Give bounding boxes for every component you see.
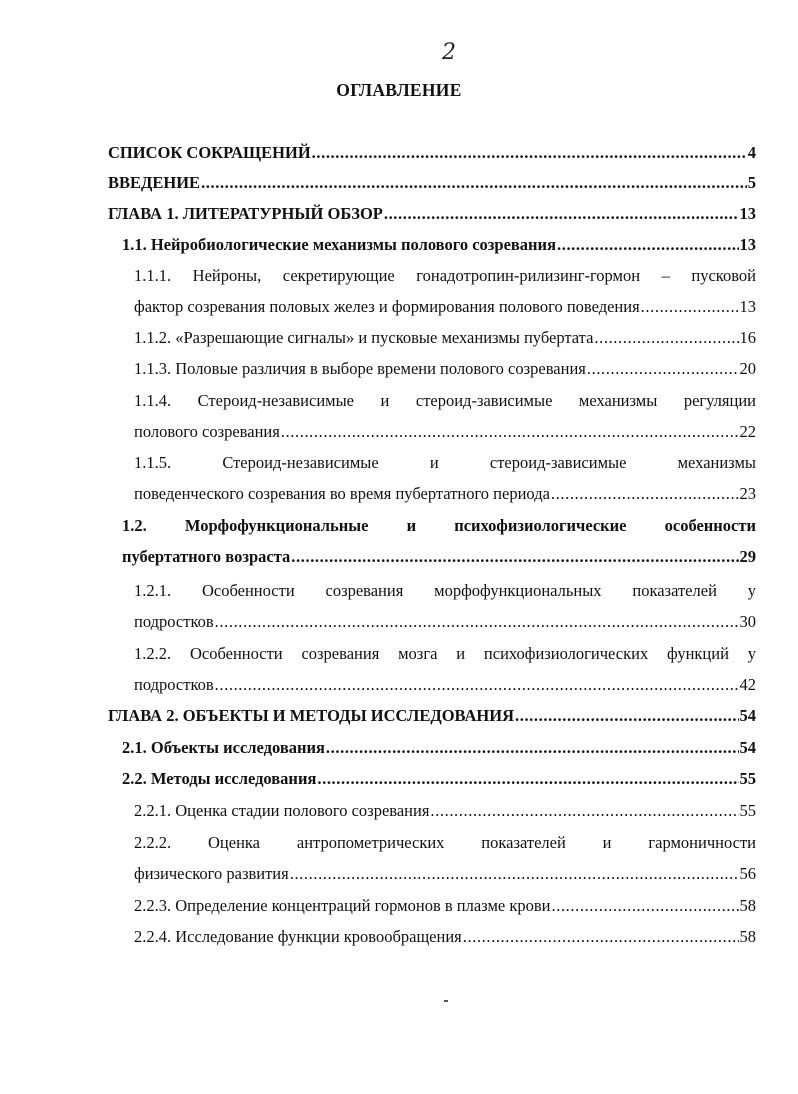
toc-page-number: 23 [739,484,756,503]
toc-leader-dots [551,484,739,504]
toc-page-number: 22 [739,422,756,441]
toc-entry-text: ГЛАВА 2. ОБЪЕКТЫ И МЕТОДЫ ИССЛЕДОВАНИЯ [108,706,514,725]
toc-page-number: 29 [739,547,756,566]
toc-entry-text: 2.2.3. Определение концентраций гормонов в плазме крови [134,896,551,915]
toc-entry-section-2-2-1[interactable] [134,801,756,823]
toc-entry-section-1-1-2[interactable] [134,328,756,350]
toc-entry-section-1-2-line1[interactable]: 1.2. Морфофункциональные и психофизиологические особенности [122,516,756,535]
toc-entry-text: ВВЕДЕНИЕ [108,173,201,192]
toc-page-number: 55 [739,769,756,788]
toc-leader-dots [215,612,739,632]
toc-leader-dots [201,173,747,193]
toc-page-number: 42 [739,675,756,694]
toc-page-number: 58 [739,896,756,915]
toc-entry-text: ГЛАВА 1. ЛИТЕРАТУРНЫЙ ОБЗОР [108,204,383,223]
toc-leader-dots [587,359,739,379]
toc-page-number: 13 [739,235,756,254]
toc-entry-text: 1.1.3. Половые различия в выборе времени полового созревания [134,359,586,378]
toc-page-number: 5 [747,173,756,192]
toc-leader-dots [215,675,739,695]
toc-page-number: 16 [739,328,756,347]
toc-entry-section-1-2-2-line1[interactable]: 1.2.2. Особенности созревания мозга и психофизиологических функций у [134,644,756,663]
toc-entry-chapter-2[interactable] [108,706,756,728]
toc-page-number: 30 [739,612,756,631]
toc-entry-section-1-2-2[interactable] [134,675,756,697]
toc-entry-section-1-2-1[interactable] [134,612,756,634]
page-title: ОГЛАВЛЕНИЕ [336,80,462,100]
toc-leader-dots [317,769,738,789]
toc-leader-dots [281,422,739,442]
toc-entry-section-1-1-5[interactable] [134,484,756,506]
toc-entry-text: СПИСОК СОКРАЩЕНИЙ [108,143,311,162]
toc-entry-text: фактор созревания половых желез и формирования полового поведения [134,297,640,316]
toc-page-number: 54 [739,706,756,725]
toc-page-number: 56 [739,864,756,883]
toc-entry-section-1-1-1[interactable] [134,297,756,319]
toc-entry-introduction[interactable] [108,173,756,195]
toc-entry-section-1-1-4-line1[interactable]: 1.1.4. Стероид-независимые и стероид-зависимые механизмы регуляции [134,391,756,410]
toc-leader-dots [557,235,739,255]
toc-entry-text: полового созревания [134,422,280,441]
toc-entry-text: 2.2.4. Исследование функции кровообращения [134,927,462,946]
toc-entry-section-2-1[interactable] [122,738,756,760]
toc-entry-section-2-2-3[interactable] [134,896,756,918]
toc-entry-text: 2.2.1. Оценка стадии полового созревания [134,801,430,820]
toc-entry-section-1-1-1-line1[interactable]: 1.1.1. Нейроны, секретирующие гонадотропин-рилизинг-гормон – пусковой [134,266,756,285]
toc-leader-dots [430,801,738,821]
toc-entry-section-1-2[interactable] [122,547,756,569]
toc-leader-dots [552,896,739,916]
toc-entry-section-1-1-3[interactable] [134,359,756,381]
toc-entry-chapter-1[interactable] [108,204,756,226]
toc-leader-dots [384,204,739,224]
scan-speck [444,1000,448,1002]
toc-entry-text: 1.1.2. «Разрешающие сигналы» и пусковые механизмы пубертата [134,328,594,347]
toc-leader-dots [326,738,739,758]
toc-page-number: 4 [747,143,756,162]
toc-leader-dots [463,927,739,947]
toc-entry-section-1-1-4[interactable] [134,422,756,444]
toc-leader-dots [641,297,739,317]
toc-page-number: 58 [739,927,756,946]
toc-entry-text: 2.2. Методы исследования [122,769,317,788]
toc-entry-text: физического развития [134,864,289,883]
toc-leader-dots [312,143,747,163]
toc-page-number: 55 [739,801,756,820]
toc-entry-abbreviations[interactable] [108,143,756,165]
toc-leader-dots [515,706,739,726]
toc-leader-dots [594,328,738,348]
toc-entry-text: 2.1. Объекты исследования [122,738,325,757]
toc-page-number: 13 [739,297,756,316]
toc-entry-text: поведенческого созревания во время пубертатного периода [134,484,550,503]
toc-entry-section-1-1-5-line1[interactable]: 1.1.5. Стероид-независимые и стероид-зависимые механизмы [134,453,756,472]
toc-page-number: 20 [739,359,756,378]
toc-page-number: 54 [739,738,756,757]
toc-leader-dots [290,864,739,884]
toc-entry-section-2-2[interactable] [122,769,756,791]
toc-entry-section-1-1[interactable] [122,235,756,257]
toc-leader-dots [291,547,738,567]
toc-entry-text: пубертатного возраста [122,547,291,566]
toc-entry-section-2-2-4[interactable] [134,927,756,949]
toc-entry-section-2-2-2[interactable] [134,864,756,886]
toc-entry-text: подростков [134,612,214,631]
toc-entry-section-2-2-2-line1[interactable]: 2.2.2. Оценка антропометрических показателей и гармоничности [134,833,756,852]
toc-page-number: 13 [739,204,756,223]
toc-entry-section-1-2-1-line1[interactable]: 1.2.1. Особенности созревания морфофункциональных показателей у [134,581,756,600]
toc-entry-text: 1.1. Нейробиологические механизмы полового созревания [122,235,556,254]
page-number: 2 [442,40,456,65]
toc-entry-text: подростков [134,675,214,694]
